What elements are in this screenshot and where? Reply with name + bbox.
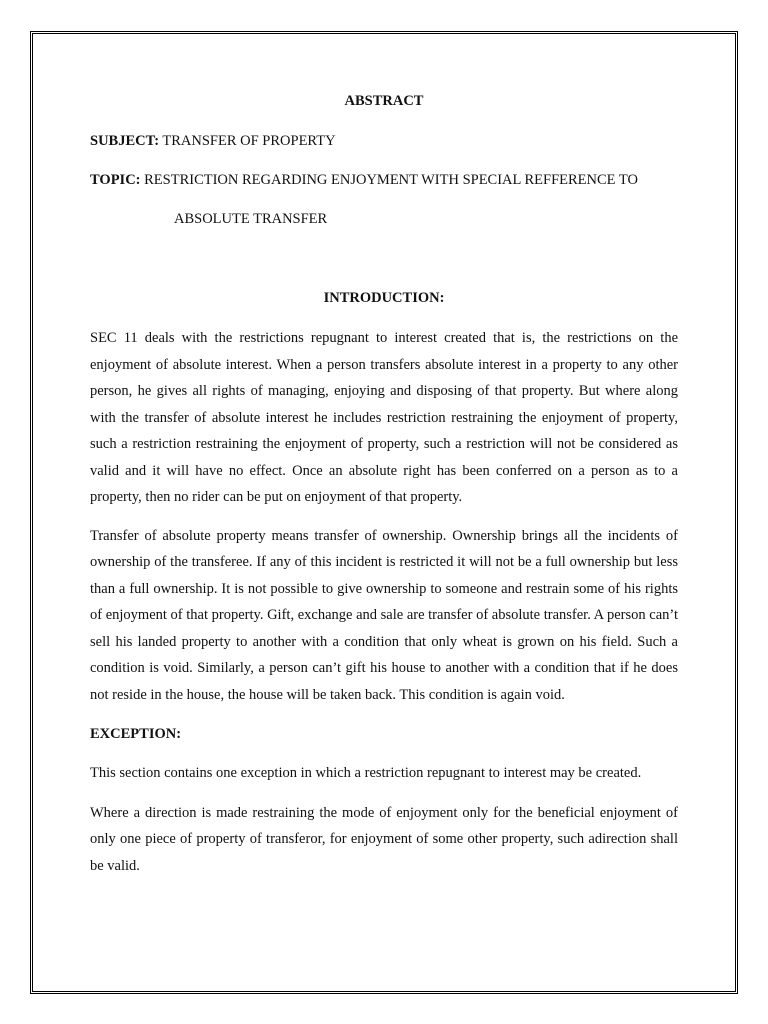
subject-value: TRANSFER OF PROPERTY <box>159 133 336 149</box>
paragraph-4: Where a direction is made restraining the mode of enjoyment only for the beneficial enjoyment of only one piece of property of transferor, for enjoyment of some other property, such adirection shall be valid. <box>90 804 678 874</box>
introduction-heading: INTRODUCTION: <box>323 290 445 306</box>
topic-value: RESTRICTION REGARDING ENJOYMENT WITH SPECIAL REFFERENCE TO <box>140 172 638 188</box>
exception-heading: EXCEPTION: <box>90 726 182 742</box>
topic-line <box>90 170 678 190</box>
paragraph-3: This section contains one exception in which a restriction repugnant to interest may be created. <box>90 765 642 781</box>
paragraph-1: SEC 11 deals with the restrictions repugnant to interest created that is, the restrictions on the enjoyment of absolute interest. When a person transfers absolute interest in a property to any other person, he gives all rights of managing, enjoying and disposing of that property. But where along with the transfer of absolute interest he includes restriction restraining the enjoyment of property, such a restriction restraining the enjoyment of property, such a restriction will not be considered as valid and it will have no effect. Once an absolute right has been conferred on a person as to a property, then no rider can be put on enjoyment of that property. <box>90 330 678 505</box>
subject-label: SUBJECT: <box>90 133 160 149</box>
paragraph-2: Transfer of absolute property means transfer of ownership. Ownership brings all the incidents of ownership of the transferee. If any of this incident is restricted it will not be a full ownership but less than a full ownership. It is not possible to give ownership to someone and restrain some of his rights of enjoyment of that property. Gift, exchange and sale are transfer of absolute transfer. A person can’t sell his landed property to another with a condition that only wheat is grown on his field. Such a condition is void. Similarly, a person can’t gift his house to another with a condition that if he does not reside in the house, the house will be taken back. This condition is again void. <box>90 527 678 703</box>
document-body <box>90 88 678 879</box>
topic-label: TOPIC: <box>90 172 141 188</box>
subject-line <box>90 131 678 151</box>
topic-continuation: ABSOLUTE TRANSFER <box>174 211 328 227</box>
abstract-title: ABSTRACT <box>344 93 424 109</box>
